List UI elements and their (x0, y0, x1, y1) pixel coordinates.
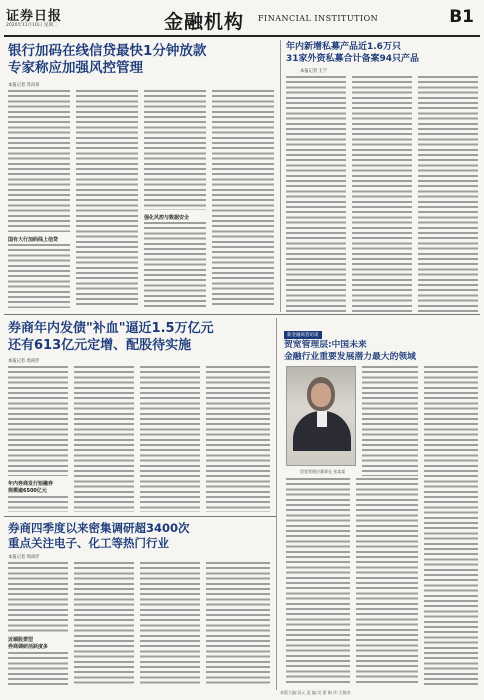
article1-text-col1 (8, 90, 70, 232)
article1-text-col1b (8, 244, 70, 308)
article5-headline-line2: 重点关注电子、化工等热门行业 (8, 536, 169, 550)
column-divider (280, 40, 281, 312)
article3-text-col3 (140, 366, 200, 512)
article5-text-col1 (8, 562, 68, 632)
article5-text-col4 (206, 562, 270, 686)
article1-subhead-2: 强化风控与数据安全 (144, 215, 190, 221)
article3-text-col2 (74, 366, 134, 512)
article4-text-col3 (286, 478, 350, 686)
photo-shirt (317, 411, 327, 427)
article4-headline-line1: 贺宽管理层:中国未来 (284, 340, 367, 350)
article2-byline: 本报记者 王宁 (300, 69, 328, 74)
article1-text-col3 (144, 90, 206, 210)
article1-text-col4 (212, 90, 274, 308)
section-title: 金融机构 (164, 11, 245, 33)
article5-subhead-1: 近端股票型 (8, 637, 34, 643)
article3-subhead-1: 年内券商发行短融券 (8, 481, 54, 487)
section-title-en: FINANCIAL INSTITUTION (258, 14, 379, 23)
photo-caption: 贺宽管理层董事长 张某某 (300, 469, 346, 474)
article5-subhead-2: 券商调研活跃度多 (8, 644, 49, 650)
article5-headline-line1: 券商四季度以来密集调研超3400次 (8, 521, 190, 535)
article3-text-col1 (8, 366, 68, 476)
photo-face (311, 383, 331, 407)
page-number: B1 (449, 7, 474, 27)
feature-tag: 新金融高管访谈 (284, 331, 322, 339)
newspaper-logo: 证券日报 (6, 9, 63, 24)
article1-headline-line2: 专家称应加强风控管理 (8, 60, 143, 76)
article5-text-col2 (74, 562, 134, 686)
section-rule-2 (4, 516, 276, 517)
article3-headline-line1: 券商年内发债"补血"逼近1.5万亿元 (8, 321, 214, 336)
article5-text-col3 (140, 562, 200, 686)
article1-byline: 本报记者 苏向杲 (8, 83, 40, 88)
column-divider-2 (276, 318, 277, 690)
article2-text-col3 (418, 76, 478, 312)
article3-text-col1b (8, 496, 68, 512)
article1-subhead-1: 国有大行加码线上信贷 (8, 237, 59, 243)
article3-subhead-2: 规模逾6500亿元 (8, 488, 47, 494)
article4-headline-line2: 金融行业重要发展潜力最大的领域 (284, 352, 416, 362)
executive-photo (286, 366, 356, 466)
article4-text-col2 (424, 366, 478, 686)
article3-byline: 本报记者 周尚伃 (8, 359, 40, 364)
article5-text-col1b (8, 652, 68, 686)
article3-headline-line2: 还有613亿元定增、配股待实施 (8, 338, 192, 353)
article3-text-col4 (206, 366, 270, 512)
article5-byline: 本报记者 周尚伃 (8, 555, 40, 560)
masthead (4, 3, 480, 37)
section-rule (4, 314, 480, 315)
article1-text-col3b (144, 222, 206, 308)
article4-text-col4 (356, 478, 418, 686)
masthead-rule (4, 35, 480, 37)
article2-headline-line2: 31家外资私募合计备案94只产品 (286, 54, 420, 64)
article2-text-col2 (352, 76, 412, 312)
page-footer: 本版主编:袁元 责 编:吴 澍 制 作:王敬涛 (280, 690, 351, 695)
article4-text-col1 (362, 366, 418, 476)
article2-headline-line1: 年内新增私募产品近1.6万只 (286, 42, 401, 52)
article1-text-col2 (76, 90, 138, 308)
issue-date: 2020年11月10日 星期二 (6, 23, 58, 28)
article2-text-col1 (286, 76, 346, 312)
article1-headline-line1: 银行加码在线信贷最快1分钟放款 (8, 43, 207, 59)
